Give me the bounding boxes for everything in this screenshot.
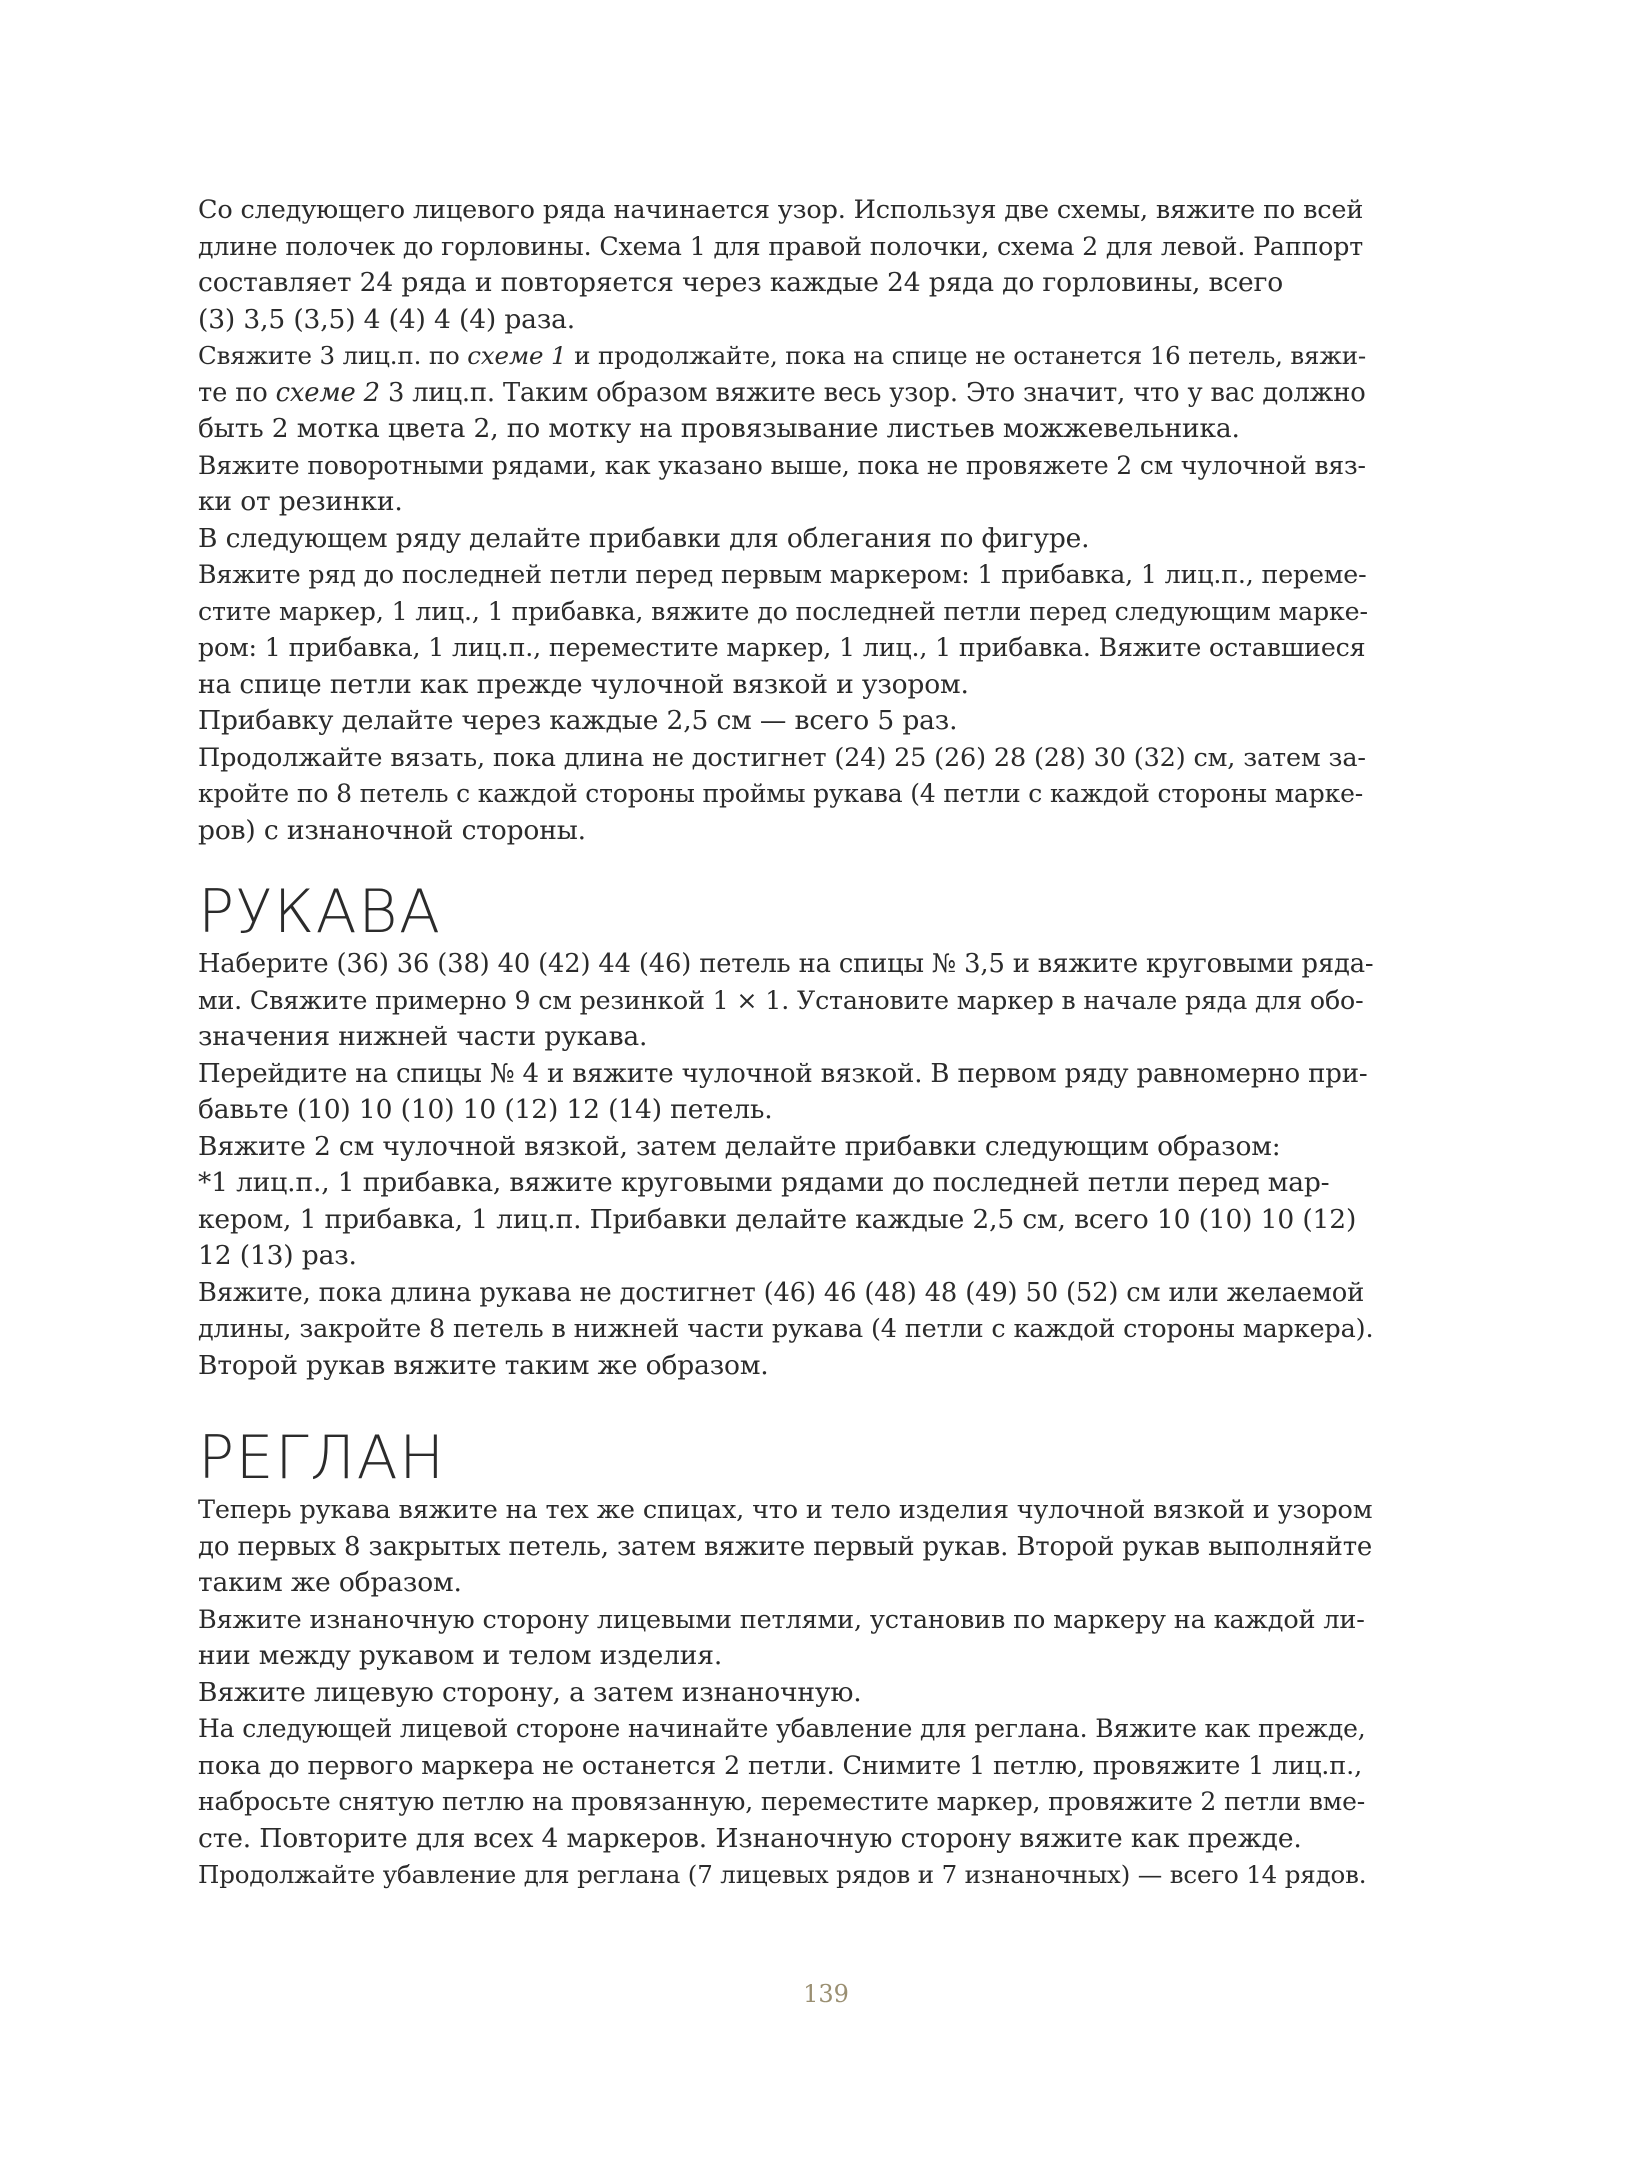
text-line	[198, 375, 1373, 412]
text-line: быть 2 мотка цвета 2, по мотку на провязывание листьев можжевельника.	[198, 413, 1240, 444]
text-span: 3 лиц.п. Таким образом вяжите весь узор. Это значит, что у вас должно	[379, 377, 1366, 408]
raglan-instructions-block	[198, 1492, 1373, 1894]
page-number: 139	[803, 1980, 849, 2008]
text-line: кером, 1 прибавка, 1 лиц.п. Прибавки делайте каждые 2,5 см, всего 10 (10) 10 (12)	[198, 1203, 1357, 1235]
text-line: Вяжите 2 см чулочной вязкой, затем делайте прибавки следующим образом:	[198, 1130, 1281, 1162]
text-line: (3) 3,5 (3,5) 4 (4) 4 (4) раза.	[198, 303, 576, 335]
text-line: Вяжите изнаночную сторону лицевыми петлями, установив по маркеру на каждой ли-	[198, 1604, 1365, 1635]
sleeves-instructions-block	[198, 946, 1373, 1384]
text-line: составляет 24 ряда и повторяется через каждые 24 ряда до горловины, всего	[198, 267, 1284, 298]
text-line: Со следующего лицевого ряда начинается узор. Используя две схемы, вяжите по всей	[198, 195, 1364, 225]
text-line: *1 лиц.п., 1 прибавка, вяжите круговыми рядами до последней петли перед мар-	[198, 1167, 1330, 1198]
pattern-instructions-block	[198, 192, 1373, 849]
text-line: Вяжите ряд до последней петли перед первым маркером: 1 прибавка, 1 лиц.п., переме-	[198, 560, 1367, 589]
scheme-reference: схеме 2	[275, 377, 380, 408]
text-line: В следующем ряду делайте прибавки для облегания по фигуре.	[198, 522, 1090, 554]
text-line: до первых 8 закрытых петель, затем вяжите первый рукав. Второй рукав выполняйте	[198, 1531, 1373, 1562]
text-line: Вяжите поворотными рядами, как указано выше, пока не провяжете 2 см чулочной вяз-	[198, 450, 1366, 480]
text-line: стите маркер, 1 лиц., 1 прибавка, вяжите до последней петли перед следующим марке-	[198, 596, 1368, 626]
text-line: Прибавку делайте через каждые 2,5 см — всего 5 раз.	[198, 705, 958, 736]
text-line: На следующей лицевой стороне начинайте убавление для реглана. Вяжите как прежде,	[198, 1714, 1366, 1743]
text-line: Продолжайте убавление для реглана (7 лицевых рядов и 7 изнаночных) — всего 14 рядов.	[198, 1860, 1367, 1889]
text-line: таким же образом.	[198, 1567, 462, 1598]
text-line: ром: 1 прибавка, 1 лиц.п., переместите маркер, 1 лиц., 1 прибавка. Вяжите оставшиеся	[198, 633, 1366, 662]
text-line: на спице петли как прежде чулочной вязкой и узором.	[198, 668, 969, 700]
text-line: Вяжите лицевую сторону, а затем изнаночную.	[198, 1676, 862, 1708]
text-span: те по	[198, 377, 276, 408]
text-line: Второй рукав вяжите таким же образом.	[198, 1349, 769, 1381]
section-heading-sleeves: РУКАВА	[198, 877, 442, 947]
scheme-reference: схеме 1	[467, 341, 567, 370]
text-line: пока до первого маркера не останется 2 петли. Снимите 1 петлю, провяжите 1 лиц.п.,	[198, 1750, 1363, 1781]
text-line: длине полочек до горловины. Схема 1 для правой полочки, схема 2 для левой. Раппорт	[198, 231, 1364, 261]
text-span: и продолжайте, пока на спице не останется 16 петель, вяжи-	[566, 341, 1367, 370]
text-line: Перейдите на спицы № 4 и вяжите чулочной вязкой. В первом ряду равномерно при-	[198, 1058, 1368, 1089]
text-line: ми. Свяжите примерно 9 см резинкой 1 × 1. Установите маркер в начале ряда для обо-	[198, 985, 1364, 1015]
text-line: кройте по 8 петель с каждой стороны проймы рукава (4 петли с каждой стороны марке-	[198, 779, 1364, 808]
text-line: сте. Повторите для всех 4 маркеров. Изнаночную сторону вяжите как прежде.	[198, 1822, 1302, 1854]
text-line: значения нижней части рукава.	[198, 1021, 648, 1052]
text-line: нии между рукавом и телом изделия.	[198, 1640, 723, 1671]
text-line	[198, 338, 1373, 375]
text-line: 12 (13) раз.	[198, 1240, 357, 1271]
text-line: Наберите (36) 36 (38) 40 (42) 44 (46) петель на спицы № 3,5 и вяжите круговыми ряда-	[198, 949, 1374, 979]
text-line: бавьте (10) 10 (10) 10 (12) 12 (14) петель.	[198, 1094, 773, 1125]
text-line: Продолжайте вязать, пока длина не достигнет (24) 25 (26) 28 (28) 30 (32) см, затем за-	[198, 742, 1366, 773]
text-span: Свяжите 3 лиц.п. по	[198, 341, 468, 370]
text-line: ки от резинки.	[198, 486, 403, 517]
text-line: ров) с изнаночной стороны.	[198, 814, 586, 846]
text-line: Теперь рукава вяжите на тех же спицах, что и тело изделия чулочной вязкой и узором	[198, 1495, 1373, 1525]
text-line: длины, закройте 8 петель в нижней части рукава (4 петли с каждой стороны маркера).	[198, 1314, 1374, 1344]
section-heading-raglan: РЕГЛАН	[198, 1423, 446, 1493]
text-line: набросьте снятую петлю на провязанную, переместите маркер, провяжите 2 петли вме-	[198, 1787, 1366, 1816]
text-line: Вяжите, пока длина рукава не достигнет (46) 46 (48) 48 (49) 50 (52) см или желаемой	[198, 1277, 1365, 1308]
